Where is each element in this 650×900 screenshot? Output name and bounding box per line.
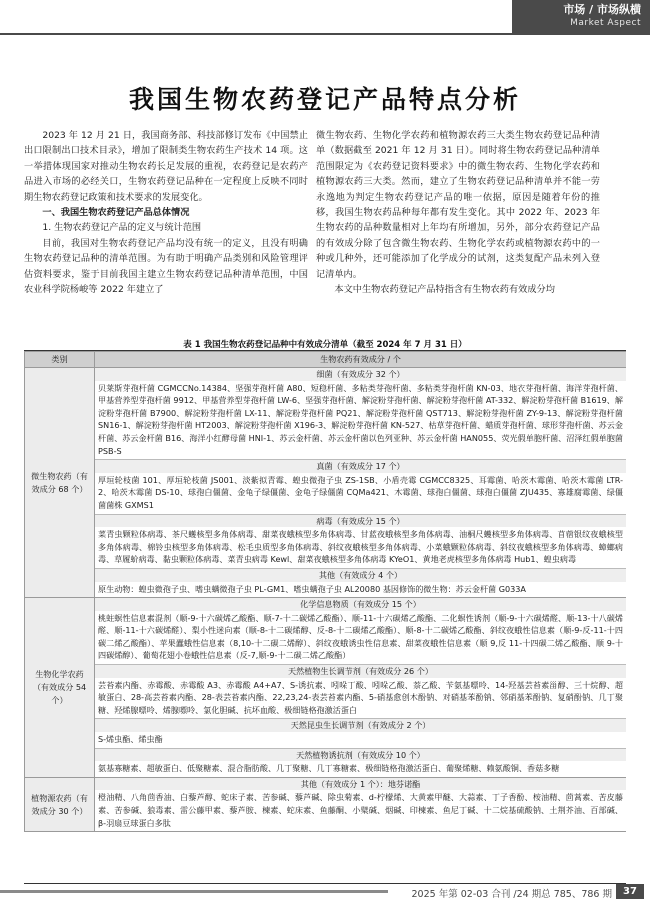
section-name-en: Market Aspect <box>570 18 641 28</box>
article-title: 我国生物农药登记产品特点分析 <box>128 85 521 114</box>
table-row <box>25 777 627 831</box>
subcategory-title: 细菌（有效成分 32 个） <box>95 368 626 381</box>
header-rule <box>0 33 650 35</box>
ingredient-table <box>24 350 626 884</box>
ingredients-cell <box>95 598 627 778</box>
page-number: 37 <box>616 884 644 899</box>
ingredient-list: 原生动物：蝗虫微孢子虫、嗜虫螨微孢子虫 PL-GM1、嗜虫螨孢子虫 AL20080 基因修饰的微生物：苏云金杆菌 G033A <box>98 583 526 594</box>
section-heading: 1. 生物农药登记产品的定义与统计范围 <box>42 222 202 234</box>
paragraph: 微生物农药、生物化学农药和植物源农药三大类生物农药登记品种清单（数据截至 2021 年 12 月 31 日）。同时将生物农药登记品种清单范围限定为《农药登记资料要求》中的微生物农药、生物化学农药和植物源农药三大类。然而，建立了生物农药登记品种清单并不能一劳永逸地为判定生物农药登记产品的唯一依据，原因是随着年份的推移，我国生物农药品种每年都有发生变化。其中 2022 年、2023 年生物农药的品种数量相对上年均有所增加，另外，部分农药登记产品的有效成分除了包含微生物农药、生物化学农药或植物源农药中的一种或几种外，还可能添加了化学成分的试剂，这类复配产品未列入登记清单内。 <box>316 130 600 280</box>
category-cell: 生物化学农药（有效成分 54 个） <box>25 598 95 778</box>
ingredient-list: 菜青虫颗粒体病毒、茶尺蠖核型多角体病毒、甜菜夜蛾核型多角体病毒、甘蓝夜蛾核型多角体病毒、油桐尺蠖核型多角体病毒、苜蓿银纹夜蛾核型多角体病毒、棉铃虫核型多角体病毒、松毛虫质型多角体病毒、斜纹夜蛾核型多角体病毒、小菜蛾颗粒体病毒、斜纹夜蛾核型多角体病毒、蟑螂病毒、草履蚧病毒、黏虫颗粒体病毒、菜青虫病毒 Kewl、甜菜夜蛾核型多角体病毒 KYeO1、黄地老虎核型多角体病毒 Hub1、蝗虫病毒 <box>98 529 623 565</box>
ingredient-list: 芸苔素内酯、赤霉酸、赤霉酸 A3、赤霉酸 A4+A7、S-诱抗素、吲哚丁酸、吲哚乙酸、萘乙酸、苄氨基嘌呤、14-羟基芸苔素甾醇、三十烷醇、超敏蛋白、28-高芸苔素内酯、28-表芸苔素内酯、22,23,24-表芸苔素内酯、5-硝基愈创木酚钠、对硝基苯酚钠、邻硝基苯酚钠、复硝酚钠、几丁聚糖、羟烯腺嘌呤、烯腺嘌呤、氯化胆碱、抗坏血酸、极细链格孢激活蛋白 <box>98 679 623 715</box>
issue-info: 2025 年第 02-03 合刊 /24 期总 785、786 期 <box>411 889 612 900</box>
ingredient-list: 氨基寡糖素、超敏蛋白、低聚糖素、混合脂肪酸、几丁聚糖、几丁寡糖素、极细链格孢激活蛋白、葡聚烯糖、赖氨酸铜、香菇多糖 <box>98 763 560 774</box>
right-column <box>316 128 600 336</box>
category-cell: 植物源农药（有效成分 30 个） <box>25 777 95 831</box>
page-footer <box>0 884 650 900</box>
ingredients-cell <box>95 777 627 831</box>
table-row <box>25 368 627 598</box>
subcategory-title: 天然昆虫生长调节剂（有效成分 2 个） <box>95 718 626 732</box>
subcategory-title: 天然植物生长调节剂（有效成分 26 个） <box>95 664 626 678</box>
article-body <box>0 128 650 336</box>
ingredient-list: 贝莱斯芽孢杆菌 CGMCCNo.14384、坚强芽孢杆菌 A80、短稳杆菌、多粘类芽孢杆菌、多粘类芽孢杆菌 KN-03、地衣芽孢杆菌、海洋芽孢杆菌、甲基营养型芽孢杆菌 9912、甲基营养型芽孢杆菌 LW-6、坚强芽孢杆菌、解淀粉芽孢杆菌、解淀粉芽孢杆菌 AT-332、解淀粉芽孢杆菌 B1619、解淀粉芽孢杆菌 B7900、解淀粉芽孢杆菌 LX-11、解淀粉芽孢杆菌 PQ21、解淀粉芽孢杆菌 QST713、解淀粉芽孢杆菌 ZY-9-13、解淀粉芽孢杆菌 SN16-1、解淀粉芽孢杆菌 HT2003、解淀粉芽孢杆菌 X196-3、解淀粉芽孢杆菌 KN-527、枯草芽孢杆菌、蜡质芽孢杆菌、球形芽孢杆菌、苏云金杆菌、苏云金杆菌 B16、海洋小红酵母菌 HNI-1、苏云金杆菌、苏云金杆菌以色列亚种、苏云金杆菌 HAN055、荧光假单胞杆菌、沼泽红假单胞菌 PSB-S <box>98 382 623 456</box>
left-column <box>24 128 308 336</box>
footer-rule <box>0 890 388 893</box>
ingredients-cell <box>95 368 627 598</box>
ingredient-list: 橙油精、八角茴香油、白藜芦醇、蛇床子素、苦参碱、藜芦碱、除虫菊素、d-柠檬烯、大黄素甲醚、大蒜素、丁子香酚、桉油精、茴蒿素、苦皮藤素、苦参碱、狼毒素、雷公藤甲素、藜芦胺、楝素、蛇床素、鱼藤酮、小檗碱、烟碱、印楝素、鱼尼丁碱、十二烷基硫酸钠、土荆芥油、百部碱、β-羽扇豆球蛋白多肽 <box>98 792 623 828</box>
subcategory-title: 天然植物诱抗剂（有效成分 10 个） <box>95 748 626 762</box>
ingredient-list: 桃蛀螟性信息素混剂（顺-9-十六碳烯乙酸酯、顺-7-十二碳烯乙酸酯）、顺-11-十六碳烯乙酸酯、二化螟性诱剂（顺-9-十六碳烯醛、顺-13-十八碳烯醛、顺-11-十六碳烯醛）、梨小性迷向素（顺-8-十二碳烯醇、反-8-十二碳烯乙酸酯）、顺-8-十二碳烯乙酸酯、斜纹夜蛾性信息素（顺-9-反-11-十四碳二烯乙酸酯）、苹果蠹蛾性信息素（8,10-十二碳二烯醇）、斜纹夜蛾诱虫性信息素、甜菜夜蛾性信息素（顺 9,反 11-十四碳二烯乙酸酯、顺 9-十四碳烯醇）、葡萄花翅小卷蛾性信息素（反-7,顺-9-十二碳二烯乙酸酯） <box>98 612 623 661</box>
subcategory-title: 其他（有效成分 4 个） <box>95 568 626 582</box>
section-heading: 一、我国生物农药登记产品总体情况 <box>42 207 190 219</box>
subcategory-title: 真菌（有效成分 17 个） <box>95 459 626 473</box>
table-header-row <box>25 352 627 368</box>
paragraph: 2023 年 12 月 21 日，我国商务部、科技部修订发布《中国禁止出口限制出口技术目录》，增加了限制类生物农药生产技术 14 项。这一举措体现国家对推动生物农药长足发展的重视，农药登记是农药产品进入市场的必经关口，生物农药登记品种在一定程度上反映不同时期生物农药登记政策和技术要求的发展变化。 <box>24 130 308 203</box>
header-ingredients: 生物农药有效成分 / 个 <box>95 352 627 368</box>
paragraph: 本文中生物农药登记产品特指含有生物农药有效成分均 <box>334 284 555 296</box>
section-header <box>512 0 650 33</box>
section-name: 市场 / 市场纵横 <box>563 3 641 16</box>
category-cell: 微生物农药（有效成分 68 个） <box>25 368 95 598</box>
header-category: 类别 <box>25 352 95 368</box>
ingredient-list: S-烯虫酯、烯虫酯 <box>98 734 163 745</box>
ingredient-list: 厚垣轮枝菌 101、厚垣轮枝菌 JS001、淡紫拟青霉、蝗虫微孢子虫 ZS-1SB、小盾壳霉 CGMCC8325、耳霉菌、哈茨木霉菌、哈茨木霉菌 LTR-2、哈茨木霉菌 DS-10、球孢白僵菌、金龟子绿僵菌、金龟子绿僵菌 CQMa421、木霉菌、球孢白僵菌、球孢白僵菌 ZJU435、寡雄腐霉菌、绿僵菌菌株 GXMS1 <box>98 474 623 510</box>
subcategory-title: 化学信息物质（有效成分 15 个） <box>95 598 626 611</box>
table-row <box>25 598 627 778</box>
table-caption: 表 1 我国生物农药登记品种中有效成分清单（截至 2024 年 7 月 31 日） <box>183 340 467 350</box>
subcategory-title: 病毒（有效成分 15 个） <box>95 514 626 528</box>
subcategory-title: 其他（有效成分 1 个）：地芬诺酯 <box>95 778 626 791</box>
paragraph: 目前，我国对生物农药登记产品均没有统一的定义，且没有明确生物农药登记品种的清单范围。为有助于明确产品类别和风险管理评估资料要求，鉴于目前我国主建立生物农药登记品种清单范围，中国农业科学院杨峻等 2022 年建立了 <box>24 237 308 296</box>
